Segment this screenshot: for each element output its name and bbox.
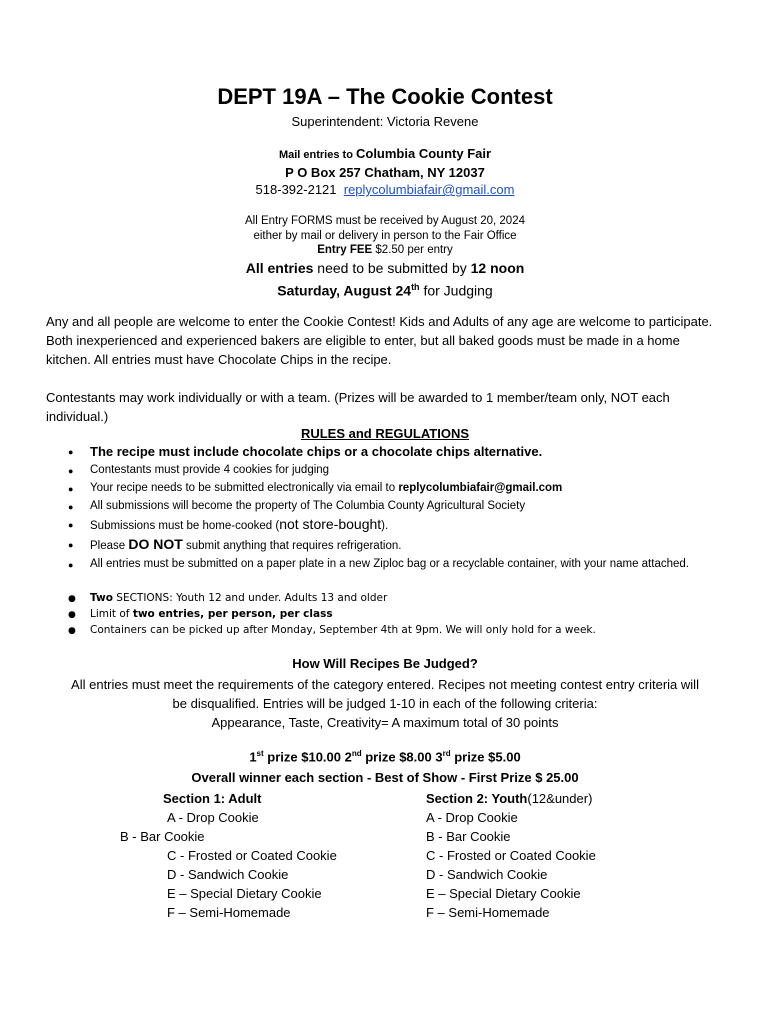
adult-item: B - Bar Cookie: [120, 829, 205, 844]
youth-item: E – Special Dietary Cookie: [426, 886, 581, 901]
rule-refrig-b: DO NOT: [128, 536, 183, 552]
rule-sections: [90, 590, 710, 607]
prize-1-sup: st: [256, 749, 264, 758]
rule-four-cookies: ● Contestants must provide 4 cookies for judging: [90, 462, 710, 479]
judging-line-3: Appearance, Taste, Creativity= A maximum total of 30 points: [211, 715, 559, 730]
adult-section-heading: Section 1: Adult: [163, 791, 262, 806]
adult-item: A - Drop Cookie: [167, 810, 259, 825]
rule-home-cooked: [90, 516, 710, 535]
rule-home-c: ).: [381, 520, 389, 532]
fair-name: Columbia County Fair: [355, 146, 492, 161]
intro-paragraph: Any and all people are welcome to enter the Cookie Contest! Kids and Adults of any age are welcome to participate. Both inexperienced and experienced bakers are eligible to enter, but all baked goods must be made in a home kitchen. All entries must have Chocolate Chips in the recipe.: [46, 314, 713, 367]
rules-heading: RULES and REGULATIONS: [300, 426, 470, 441]
prize-2-sup: nd: [351, 749, 362, 758]
prize-2-text: prize $8.00 3: [361, 749, 443, 765]
rule-paper-plate: ● All entries must be submitted on a paper plate in a new Ziploc bag or a recyclable container, with your name attached.: [90, 556, 710, 573]
rule-email-address: replycolumbiafair@gmail.com: [398, 482, 563, 494]
fee-value: $2.50 per entry: [372, 244, 453, 256]
adult-item: E – Special Dietary Cookie: [167, 886, 322, 901]
youth-item: F – Semi-Homemade: [426, 905, 550, 920]
rule-chocolate-chips: ● The recipe must include chocolate chips or a chocolate chips alternative.: [90, 443, 710, 460]
forms-delivery: either by mail or delivery in person to the Fair Office: [253, 229, 517, 242]
judging-line-2: be disqualified. Entries will be judged 1-10 in each of the following criteria:: [172, 696, 598, 711]
rule-home-b: not store-bought: [279, 516, 382, 532]
youth-section-heading: [426, 789, 592, 808]
rule-pickup: ● Containers can be picked up after Monday, September 4th at 9pm. We will only hold for a week.: [90, 622, 710, 639]
team-paragraph: Contestants may work individually or with a team. (Prizes will be awarded to 1 member/team only, NOT each individual.): [46, 390, 670, 424]
submit-d: Saturday, August 24: [277, 282, 412, 299]
submit-e: for Judging: [419, 282, 493, 299]
overall-prize: Overall winner each section - Best of Show - First Prize $ 25.00: [191, 770, 579, 785]
submit-b: need to be submitted by: [313, 260, 471, 276]
superintendent: Superintendent: Victoria Revene: [291, 114, 479, 129]
phone-number: 518-392-2121: [255, 182, 337, 197]
prize-1-num: 1: [249, 749, 257, 765]
rule-email-text: Your recipe needs to be submitted electronically via email to: [90, 482, 399, 494]
youth-item: B - Bar Cookie: [426, 829, 511, 844]
rule-email-recipe: [90, 480, 710, 497]
entry-fee: [0, 243, 770, 258]
youth-heading-text: Section 2: Youth: [426, 791, 528, 806]
youth-item: A - Drop Cookie: [426, 810, 518, 825]
youth-heading-suffix: (12&under): [527, 791, 593, 806]
rule-limit: [90, 606, 710, 623]
adult-item: F – Semi-Homemade: [167, 905, 291, 920]
rule-sections-b: SECTIONS: Youth 12 and under. Adults 13 and older: [112, 592, 388, 604]
rule-refrig-c: submit anything that requires refrigeration.: [182, 540, 402, 552]
fee-label: Entry FEE: [317, 244, 373, 256]
adult-item: D - Sandwich Cookie: [167, 867, 289, 882]
prize-3-text: prize $5.00: [450, 749, 521, 765]
mail-prefix: Mail entries to: [278, 149, 356, 161]
email-link[interactable]: replycolumbiafair@gmail.com: [343, 182, 515, 197]
rule-no-refrigeration: [90, 536, 710, 555]
judging-line-1: All entries must meet the requirements of the category entered. Recipes not meeting contest entry criteria will: [71, 677, 699, 692]
adult-item: C - Frosted or Coated Cookie: [167, 848, 337, 863]
rule-refrig-a: Please: [90, 540, 129, 552]
youth-item: C - Frosted or Coated Cookie: [426, 848, 596, 863]
submission-deadline: [0, 259, 770, 301]
forms-deadline: All Entry FORMS must be received by August 20, 2024: [245, 215, 525, 227]
submit-a: All entries: [245, 260, 314, 276]
rule-property: ● All submissions will become the property of The Columbia County Agricultural Society: [90, 498, 710, 515]
po-box: P O Box 257 Chatham, NY 12037: [285, 165, 485, 180]
page-title: DEPT 19A – The Cookie Contest: [217, 84, 553, 109]
judging-heading: How Will Recipes Be Judged?: [292, 656, 478, 671]
rule-home-a: Submissions must be home-cooked (: [90, 520, 280, 532]
rule-limit-a: Limit of: [90, 608, 133, 620]
prize-3-sup: rd: [442, 749, 451, 758]
contact-line: [0, 182, 770, 197]
prize-line: [0, 749, 770, 764]
judging-criteria: [0, 675, 770, 732]
forms-block: [0, 214, 770, 258]
youth-item: D - Sandwich Cookie: [426, 867, 548, 882]
submit-d-sup: th: [411, 282, 420, 292]
prize-1-text: prize $10.00 2: [263, 749, 352, 765]
rule-limit-b: two entries, per person, per class: [132, 608, 333, 620]
rule-sections-a: Two: [90, 592, 113, 604]
submit-c: 12 noon: [470, 260, 525, 276]
mail-line: [0, 146, 770, 161]
